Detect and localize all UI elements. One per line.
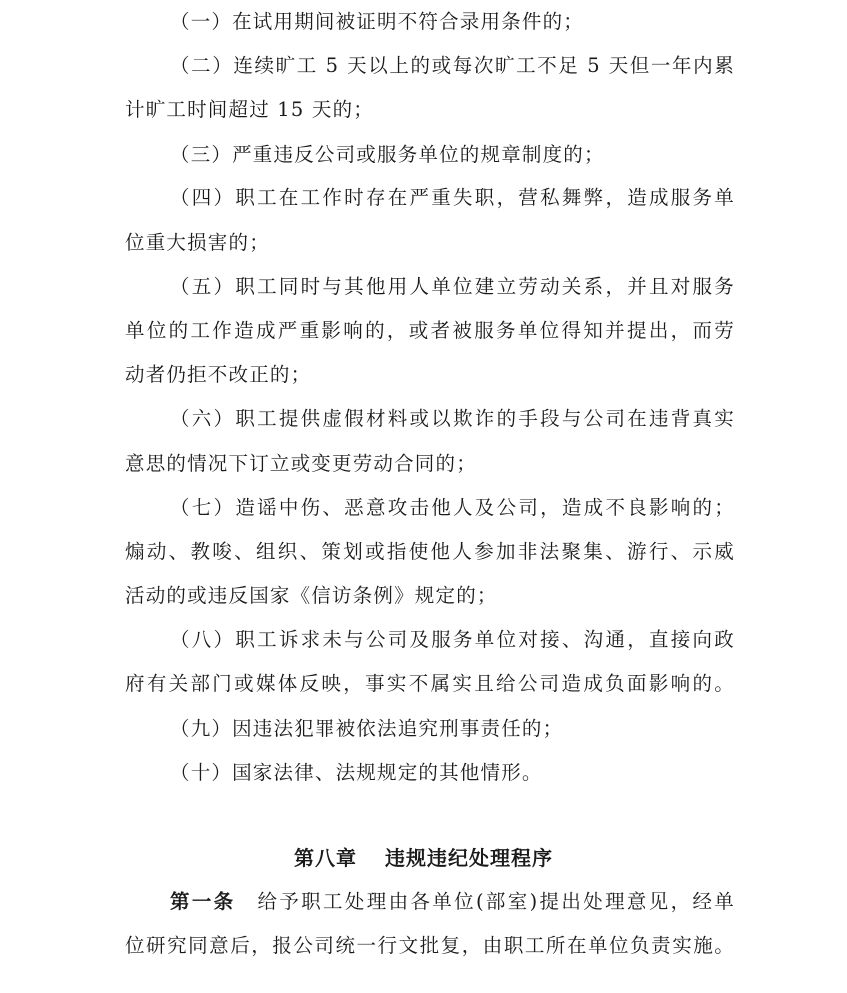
item-4-line-1: （四）职工在工作时存在严重失职，营私舞弊，造成服务单 <box>170 186 735 209</box>
item-2-line-2: 计旷工时间超过 15 天的； <box>125 98 375 121</box>
item-7-line-3: 活动的或违反国家《信访条例》规定的； <box>125 584 498 607</box>
item-8-line-2: 府有关部门或媒体反映，事实不属实且给公司造成负面影响的。 <box>125 672 735 695</box>
chapter-number: 第八章 <box>294 846 357 870</box>
item-5-line-1: （五）职工同时与其他用人单位建立劳动关系，并且对服务 <box>170 275 735 298</box>
article-1-text-1: 给予职工处理由各单位(部室)提出处理意见，经单 <box>257 890 735 913</box>
item-7-line-2: 煽动、教唆、组织、策划或指使他人参加非法聚集、游行、示威 <box>125 540 735 563</box>
item-2-line-1: （二）连续旷工 5 天以上的或每次旷工不足 5 天但一年内累 <box>170 54 735 77</box>
item-4-line-2: 位重大损害的； <box>125 231 270 254</box>
item-5-line-3: 动者仍拒不改正的； <box>125 363 312 386</box>
item-6-line-2: 意思的情况下订立或变更劳动合同的； <box>125 452 477 475</box>
article-lead: 第一条 <box>170 890 236 913</box>
item-1-line-1: （一）在试用期间被证明不符合录用条件的； <box>170 10 585 33</box>
article-1-line-1 <box>170 887 735 917</box>
article-1-line-2: 位研究同意后，报公司统一行文批复，由职工所在单位负责实施。 <box>125 934 735 957</box>
chapter-heading <box>0 841 847 875</box>
item-8-line-1: （八）职工诉求未与公司及服务单位对接、沟通，直接向政 <box>170 628 735 651</box>
chapter-title: 违规违纪处理程序 <box>385 846 553 870</box>
item-6-line-1: （六）职工提供虚假材料或以欺诈的手段与公司在违背真实 <box>170 407 735 430</box>
item-3-line-1: （三）严重违反公司或服务单位的规章制度的； <box>170 143 605 166</box>
item-10-line-1: （十）国家法律、法规规定的其他情形。 <box>170 761 543 784</box>
item-5-line-2: 单位的工作造成严重影响的，或者被服务单位得知并提出，而劳 <box>125 319 735 342</box>
item-7-line-1: （七）造谣中伤、恶意攻击他人及公司，造成不良影响的； <box>170 496 735 519</box>
item-9-line-1: （九）因违法犯罪被依法追究刑事责任的； <box>170 717 564 740</box>
